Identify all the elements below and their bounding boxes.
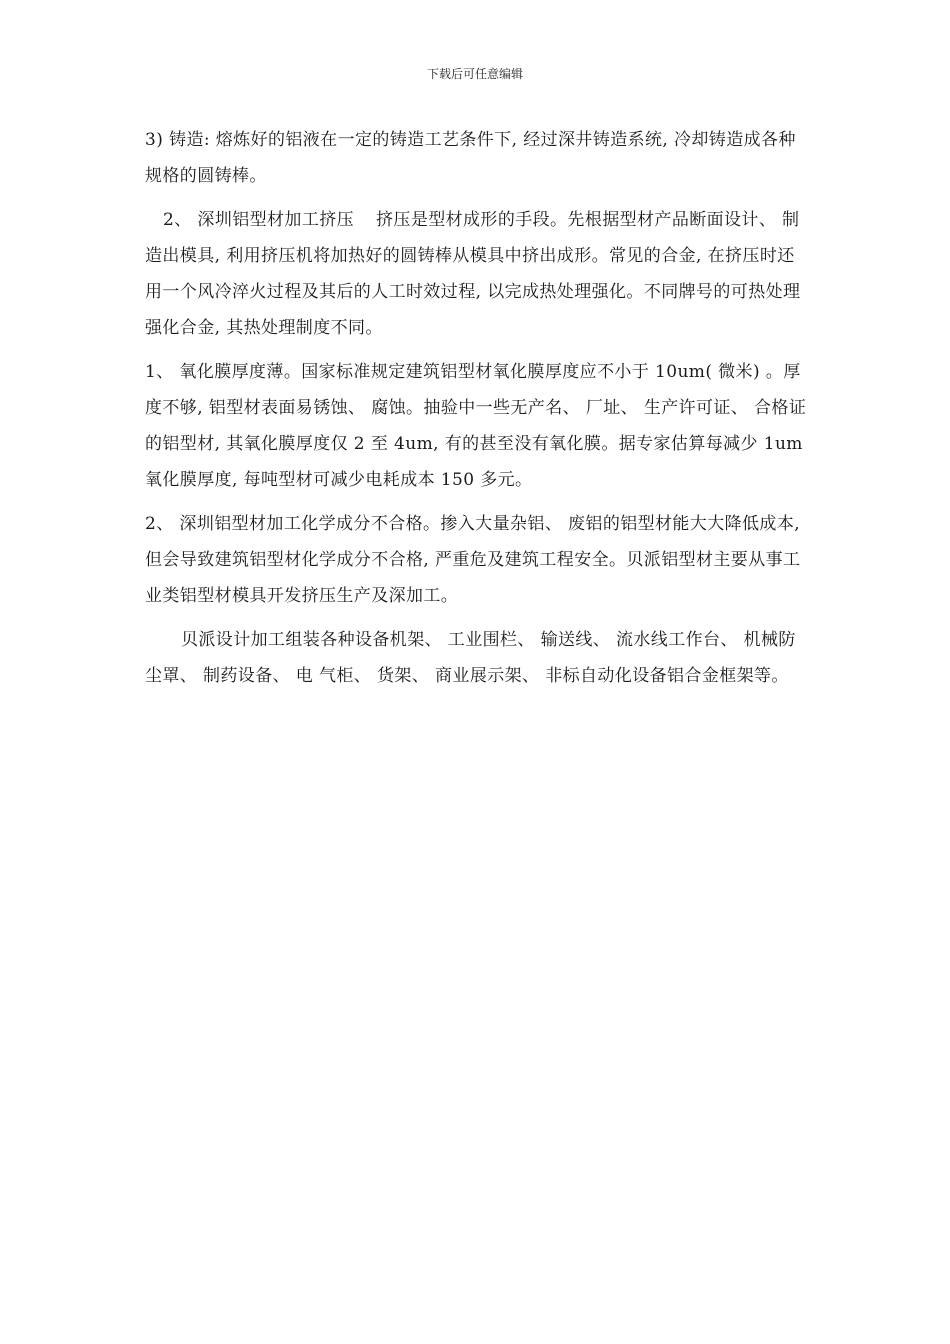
page-header: 下载后可任意编辑 <box>426 67 523 81</box>
paragraph-extrusion <box>145 202 810 346</box>
paragraph-products: 贝派设计加工组装各种设备机架、 工业围栏、 输送线、 流水线工作台、 机械防尘罩、 制药设备、 电 气柜、 货架、 商业展示架、 非标自动化设备铝合金框架等。 <box>145 630 796 686</box>
paragraph-oxide-film: 1、 氧化膜厚度薄。国家标准规定建筑铝型材氧化膜厚度应不小于 10um( 微米) 。厚度不够, 铝型材表面易锈蚀、 腐蚀。抽验中一些无产名、 厂址、 生产许可证、 合格证的铝型材, 其氧化膜厚度仅 2 至 4um, 有的甚至没有氧化膜。据专家估算每减少 1um 氧化膜厚度, 每吨型材可减少电耗成本 150 多元。 <box>145 362 807 490</box>
paragraph-extrusion-lead: 2、 深圳铝型材加工挤压 <box>163 210 355 230</box>
document-body <box>145 122 810 702</box>
paragraph-chemical: 2、 深圳铝型材加工化学成分不合格。掺入大量杂铝、 废铝的铝型材能大大降低成本, 但会导致建筑铝型材化学成分不合格, 严重危及建筑工程安全。贝派铝型材主要从事工业类铝型材模具开发挤压生产及深加工。 <box>145 514 801 606</box>
paragraph-casting: 3) 铸造: 熔炼好的铝液在一定的铸造工艺条件下, 经过深井铸造系统, 冷却铸造成各种规格的圆铸棒。 <box>145 130 796 186</box>
paragraph-extrusion-text: 挤压是型材成形的手段。先根据型材产品断面设计、 制造出模具, 利用挤压机将加热好的圆铸棒从模具中挤出成形。常见的合金, 在挤压时还用一个风冷淬火过程及其后的人工时效过程, 以完成热处理强化。不同牌号的可热处理强化合金, 其热处理制度不同。 <box>145 210 801 338</box>
